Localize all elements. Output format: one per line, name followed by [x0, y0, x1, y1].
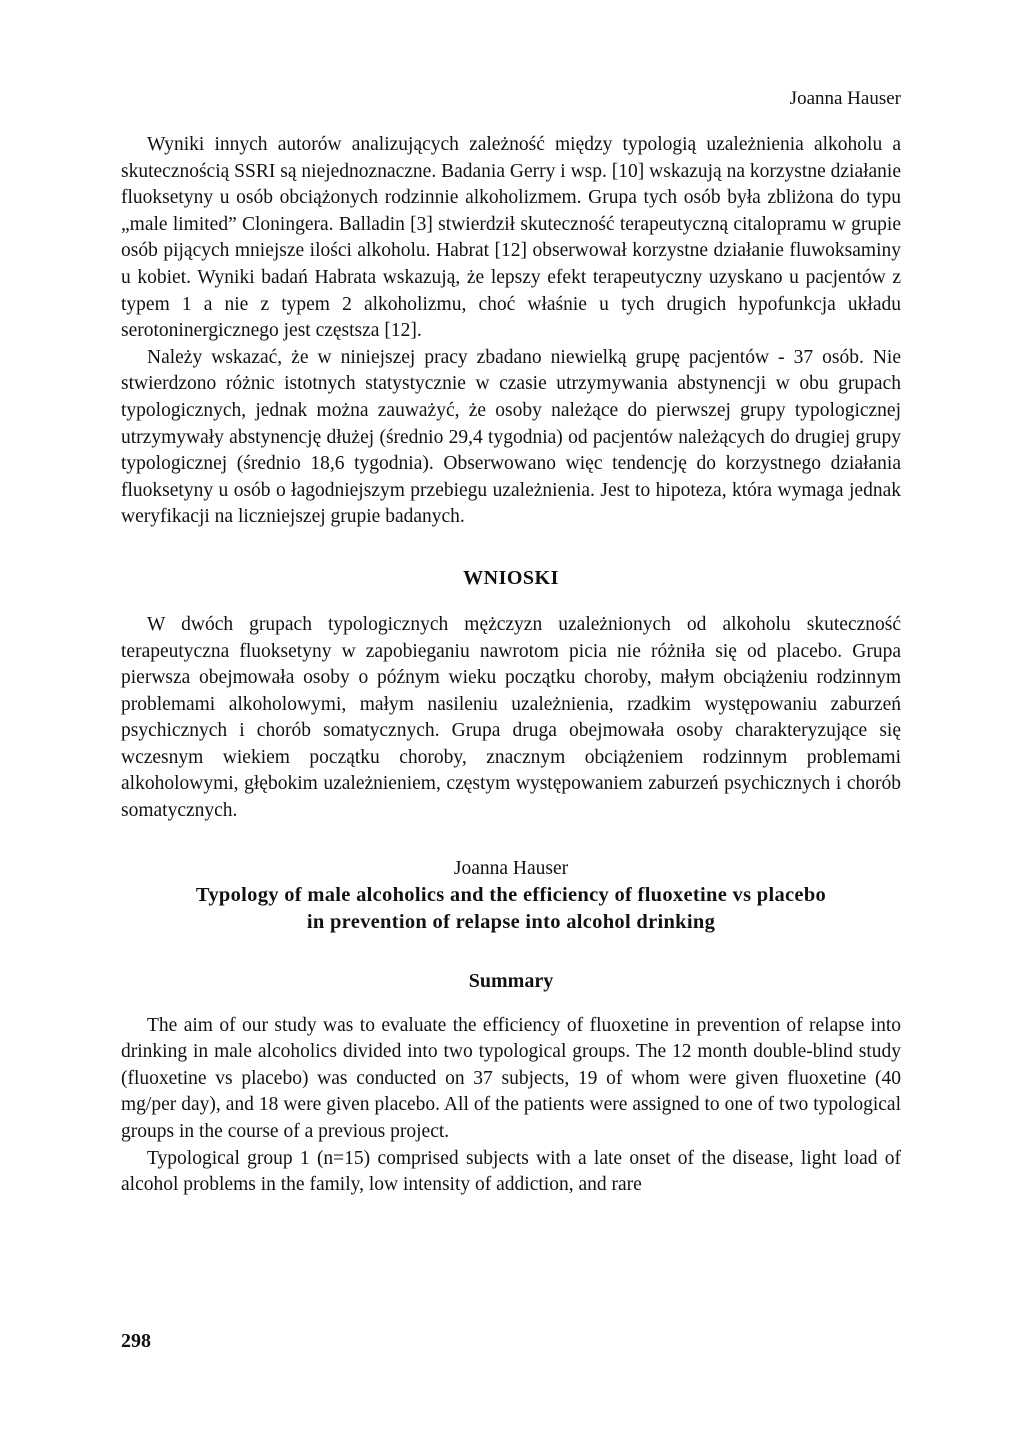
summary-heading: Summary	[468, 969, 554, 992]
page-content	[121, 88, 901, 1199]
running-head-author: Joanna Hauser	[789, 88, 901, 109]
english-title-line-2: in prevention of relapse into alcohol drinking	[306, 910, 716, 933]
english-title-line-1: Typology of male alcoholics and the efficiency of fluoxetine vs placebo	[195, 883, 827, 906]
summary-paragraph-1: The aim of our study was to evaluate the efficiency of fluoxetine in prevention of relapse into drinking in male alcoholics divided into two typological groups. The 12 month double-blind study (fluoxetine vs placebo) was conducted on 37 subjects, 19 of whom were given fluoxetine (40 mg/per day), and 18 were given placebo. All of the patients were assigned to one of two typological groups in the course of a previous project.	[121, 1014, 901, 1143]
conclusions-heading: WNIOSKI	[463, 566, 559, 589]
discussion-paragraph-1: Wyniki innych autorów analizujących zależność między typologią uzależnienia alkoholu a skutecznością SSRI są niejednoznaczne. Badania Gerry i wsp. [10] wskazują na korzystne działanie fluoksetyny u osób obciążonych rodzinnie alkoholizmem. Grupa tych osób była zbliżona do typu „male limited” Cloningera. Balladin [3] stwierdził skuteczność terapeutyczną citalopramu w grupie osób pijących mniejsze ilości alkoholu. Habrat [12] obserwował korzystne działanie fluwoksaminy u kobiet. Wyniki badań Habrata wskazują, że lepszy efekt terapeutyczny uzyskano u pacjentów z typem 1 a nie z typem 2 alkoholizmu, choć właśnie u tych drugich hypofunkcja układu serotoninergicznego jest częstsza [12].	[121, 134, 901, 342]
english-author: Joanna Hauser	[453, 857, 569, 879]
discussion-paragraph-2: Należy wskazać, że w niniejszej pracy zbadano niewielką grupę pacjentów - 37 osób. Nie stwierdzono różnic istotnych statystycznie w czasie utrzymywania abstynencji w obu grupach typologicznych, jednak można zauważyć, że osoby należące do pierwszej grupy typologicznej utrzymywały abstynencję dłużej (średnio 29,4 tygodnia) od pacjentów należących do drugiej grupy typologicznej (średnio 18,6 tygodnia). Obserwowano więc tendencję do korzystnego działania fluoksetyny u osób o łagodniejszym przebiegu uzależnienia. Jest to hipoteza, która wymaga jednak weryfikacji na liczniejszej grupie badanych.	[121, 346, 901, 528]
conclusions-paragraph: W dwóch grupach typologicznych mężczyzn uzależnionych od alkoholu skuteczność terapeutyczna fluoksetyny w zapobieganiu nawrotom picia nie różniła się od placebo. Grupa pierwsza obejmowała osoby o późnym wieku początku choroby, małym obciążeniu rodzinnym problemami alkoholowymi, małym nasileniu uzależnienia, rzadkim występowaniu zaburzeń psychicznych i chorób somatycznych. Grupa druga obejmowała osoby charakteryzujące się wczesnym wiekiem początku choroby, znacznym obciążeniem rodzinnym problemami alkoholowymi, głębokim uzależnieniem, częstym występowaniem zaburzeń psychicznych i chorób somatycznych.	[121, 613, 901, 822]
page-number: 298	[121, 1330, 151, 1352]
summary-paragraph-2: Typological group 1 (n=15) comprised subjects with a late onset of the disease, light load of alcohol problems in the family, low intensity of addiction, and rare	[121, 1147, 901, 1196]
